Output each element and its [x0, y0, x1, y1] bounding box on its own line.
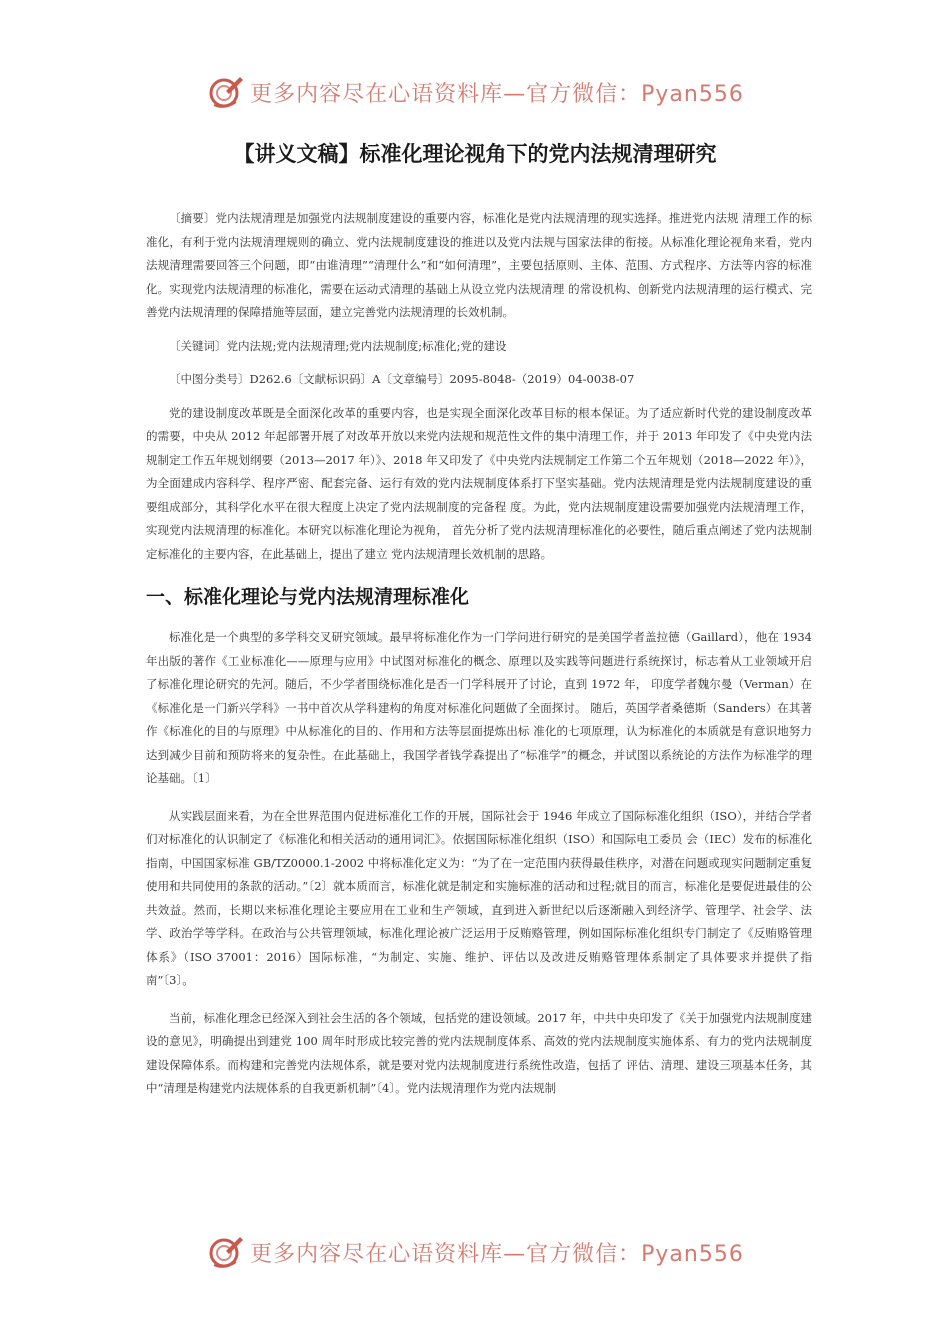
- intro-paragraph: 党的建设制度改革既是全面深化改革的重要内容，也是实现全面深化改革目标的根本保证。为了适应新时代党的建设制度改革的需要，中央从 2012 年起部署开展了对改革开放以来党内法规和规范性文件的集中清理工作，并于 2013 年印发了《中央党内法规制定工作五年规划纲要（2013—2017 年）》、2018 年又印发了《中央党内法规制定工作第二个五年规划（2018—2022 年）》，为全面建成内容科学、程序严密、配套完备、运行有效的党内法规制度体系打下坚实基础。党内法规清理是党内法规制度建设的重要组成部分，其科学化水平在很大程度上决定了党内法规制度的完备程 度。为此，党内法规制度建设需要加强党内法规清理工作，实现党内法规清理的标准化。本研究以标准化理论为视角， 首先分析了党内法规清理标准化的必要性，随后重点阐述了党内法规制定标准化的主要内容，在此基础上，提出了建立 党内法规清理长效机制的思路。: [146, 405, 812, 561]
- watermark-banner-bottom: [0, 1230, 950, 1274]
- abstract-paragraph: 〔摘要〕党内法规清理是加强党内法规制度建设的重要内容，标准化是党内法规清理的现实选择。推进党内法规 清理工作的标准化，有利于党内法规清理规则的确立、党内法规制度建设的推进以及党内法规与国家法律的衔接。从标准化理论视角来看，党内法规清理需要回答三个问题，即“由谁清理”“清理什么”和“如何清理”，主要包括原则、主体、范围、方式程序、方法等内容的标准化。实现党内法规清理的标准化，需要在运动式清理的基础上从设立党内法规清理 的常设机构、创新党内法规清理的运行模式、完善党内法规清理的保障措施等层面，建立完善党内法规清理的长效机制。: [146, 211, 812, 319]
- section-heading-1: 一、标准化理论与党内法规清理标准化: [146, 586, 470, 608]
- section1-paragraph-1: 标准化是一个典型的多学科交叉研究领域。最早将标准化作为一门学问进行研究的是美国学者盖拉德（Gaillard），他在 1934 年出版的著作《工业标准化——原理与应用》中试图对标准化的概念、原理以及实践等问题进行系统探讨，标志着从工业领域开启了标准化理论研究的先河。随后，不少学者围绕标准化是否一门学科展开了讨论，直到 1972 年， 印度学者魏尔曼（Verman）在《标准化是一门新兴学科》一书中首次从学科建构的角度对标准化问题做了全面探讨。 随后，英国学者桑德斯（Sanders）在其著作《标准化的目的与原理》中从标准化的目的、作用和方法等层面提炼出标 准化的七项原理，认为标准化的本质就是有意识地努力达到减少目前和预防将来的复杂性。在此基础上，我国学者钱学森提出了“标准学”的概念，并试图以系统论的方法作为标准学的理论基础。〔1〕: [146, 630, 812, 785]
- classification-line: 〔中图分类号〕D262.6〔文献标识码〕A〔文章编号〕2095-8048-（2019）04-0038-07: [169, 372, 635, 386]
- keywords-line: 〔关键词〕党内法规;党内法规清理;党内法规制度;标准化;党的建设: [169, 338, 507, 353]
- section1-paragraph-3: 当前，标准化理念已经深入到社会生活的各个领域，包括党的建设领域。2017 年，中共中央印发了《关于加强党内法规制度建设的意见》，明确提出到建党 100 周年时形成比较完善的党内法规制度体系、高效的党内法规制度实施体系、有力的党内法规制度建设保障体系。而构建和完善党内法规体系，就是要对党内法规制度进行系统性改造，包括了 评估、清理、建设三项基本任务，其中“清理是构建党内法规体系的自我更新机制”〔4〕。党内法规清理作为党内法规制: [146, 1010, 812, 1095]
- document-body: [146, 207, 812, 1101]
- red-pen-swirl-logo-icon: [206, 72, 246, 112]
- watermark-banner-top: [0, 70, 950, 114]
- document-title: 【讲义文稿】标准化理论视角下的党内法规清理研究: [233, 142, 717, 166]
- red-pen-swirl-logo-icon: [206, 1232, 246, 1272]
- watermark-text: 更多内容尽在心语资料库—官方微信：Pyan556: [250, 81, 744, 107]
- section1-paragraph-2: 从实践层面来看，为在全世界范围内促进标准化工作的开展，国际社会于 1946 年成立了国际标准化组织（ISO），并结合学者们对标准化的认识制定了《标准化和相关活动的通用词汇》。依据国际标准化组织（ISO）和国际电工委员 会（IEC）发布的标准化指南，中国国家标准 GB/TZ0000.1-2002 中将标准化定义为：“为了在一定范围内获得最佳秩序，对潜在问题或现实问题制定重复使用和共同使用的条款的活动。”〔2〕就本质而言，标准化就是制定和实施标准的活动和过程;就目的而言，标准化是要促进最佳的公共效益。然而，长期以来标准化理论主要应用在工业和生产领域，直到进入新世纪以后逐渐融入到经济学、管理学、社会学、法学、政治学等学科。在政治与公共管理领域，标准化理论被广泛运用于反贿赂管理，例如国际标准化组织专门制定了《反贿赂管理体系》（ISO 37001：2016）国际标准，“为制定、实施、维护、评估以及改进反贿赂管理体系制定了具体要求并提供了指南”〔3〕。: [146, 808, 812, 987]
- watermark-text: 更多内容尽在心语资料库—官方微信：Pyan556: [250, 1241, 744, 1267]
